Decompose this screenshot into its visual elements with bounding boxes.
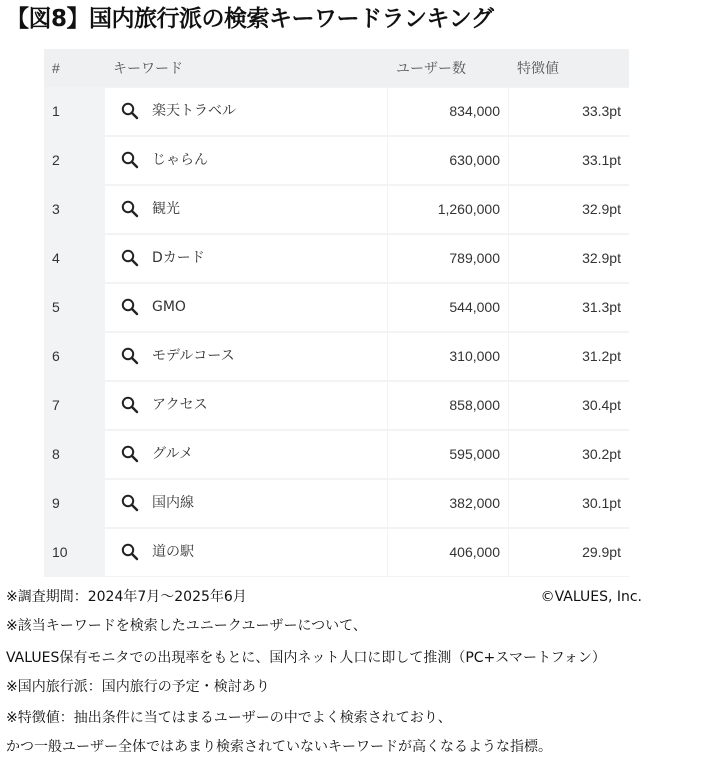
keyword-cell (105, 480, 387, 527)
score-value: 33.1pt (582, 152, 621, 168)
users-cell (388, 480, 508, 527)
users-value: 310,000 (449, 348, 500, 364)
score-cell (509, 186, 629, 233)
note-unique-users: ※該当キーワードを検索したユニークユーザーについて、 (6, 618, 367, 634)
search-icon (120, 150, 140, 170)
search-icon (120, 444, 140, 464)
users-value: 630,000 (449, 152, 500, 168)
users-cell (388, 333, 508, 380)
users-cell (388, 137, 508, 184)
keyword-cell (105, 137, 387, 184)
score-cell (509, 431, 629, 478)
note-domestic-travel: ※国内旅行派：国内旅行の予定・検討あり (6, 679, 270, 695)
table-row (44, 87, 629, 136)
table-row (44, 332, 629, 381)
keyword-cell (105, 333, 387, 380)
users-value: 789,000 (449, 250, 500, 266)
copyright: ©VALUES, Inc. (540, 589, 642, 605)
users-value: 1,260,000 (437, 201, 500, 217)
score-value: 30.1pt (582, 495, 621, 511)
rank-number: 3 (52, 201, 60, 217)
rank-number: 6 (52, 348, 60, 364)
score-value: 31.3pt (582, 299, 621, 315)
keyword-text: アクセス (152, 397, 208, 413)
score-cell (509, 235, 629, 282)
score-cell (509, 333, 629, 380)
users-cell (388, 284, 508, 331)
rank-number: 2 (52, 152, 60, 168)
users-value: 406,000 (449, 544, 500, 560)
score-cell (509, 284, 629, 331)
keyword-cell (105, 382, 387, 429)
rank-number: 5 (52, 299, 60, 315)
users-cell (388, 186, 508, 233)
note-estimation: VALUES保有モニタでの出現率をもとに、国内ネット人口に即して推測（PC+スマートフォン） (6, 650, 606, 666)
keyword-cell (105, 88, 387, 135)
score-value: 30.4pt (582, 397, 621, 413)
keyword-text: グルメ (152, 446, 194, 462)
score-value: 32.9pt (582, 250, 621, 266)
search-icon (120, 493, 140, 513)
keyword-text: 観光 (152, 201, 180, 217)
search-icon (120, 346, 140, 366)
rank-number: 4 (52, 250, 60, 266)
score-cell (509, 88, 629, 135)
users-value: 382,000 (449, 495, 500, 511)
search-icon (120, 199, 140, 219)
search-icon (120, 542, 140, 562)
users-value: 834,000 (449, 103, 500, 119)
keyword-cell (105, 284, 387, 331)
keyword-text: 国内線 (152, 495, 194, 511)
table-row (44, 381, 629, 430)
score-cell (509, 382, 629, 429)
keyword-cell (105, 529, 387, 576)
table-row (44, 430, 629, 479)
search-icon (120, 297, 140, 317)
table-row (44, 479, 629, 528)
users-value: 858,000 (449, 397, 500, 413)
keyword-cell (105, 235, 387, 282)
keyword-text: GMO (152, 299, 186, 315)
keyword-text: 楽天トラベル (152, 103, 236, 119)
table-row (44, 185, 629, 234)
users-cell (388, 235, 508, 282)
column-header-keyword: キーワード (113, 60, 183, 76)
keyword-cell (105, 431, 387, 478)
score-value: 31.2pt (582, 348, 621, 364)
rank-number: 1 (52, 103, 60, 119)
score-cell (509, 480, 629, 527)
keyword-text: じゃらん (152, 152, 208, 168)
rank-number: 7 (52, 397, 60, 413)
rank-number: 8 (52, 446, 60, 462)
note-score-definition: ※特徴値：抽出条件に当てはまるユーザーの中でよく検索されており、 (6, 710, 452, 726)
note-score-definition-cont: かつ一般ユーザー全体ではあまり検索されていないキーワードが高くなるような指標。 (6, 739, 552, 755)
keyword-text: Dカード (152, 250, 205, 266)
column-header-score: 特徴値 (517, 60, 559, 76)
column-header-rank: # (52, 60, 60, 76)
users-cell (388, 88, 508, 135)
keyword-text: 道の駅 (152, 544, 194, 560)
score-value: 33.3pt (582, 103, 621, 119)
users-cell (388, 431, 508, 478)
search-icon (120, 101, 140, 121)
score-value: 29.9pt (582, 544, 621, 560)
users-value: 595,000 (449, 446, 500, 462)
keyword-text: モデルコース (152, 348, 235, 364)
page-title: 【図8】国内旅行派の検索キーワードランキング (6, 6, 494, 32)
users-cell (388, 382, 508, 429)
score-cell (509, 137, 629, 184)
column-header-users: ユーザー数 (396, 60, 466, 76)
users-value: 544,000 (449, 299, 500, 315)
table-row (44, 136, 629, 185)
score-cell (509, 529, 629, 576)
table-header (44, 49, 629, 87)
table-row (44, 283, 629, 332)
search-icon (120, 248, 140, 268)
rank-number: 10 (52, 544, 68, 560)
table-row (44, 234, 629, 283)
score-value: 32.9pt (582, 201, 621, 217)
table-row (44, 528, 629, 577)
keyword-cell (105, 186, 387, 233)
note-period: ※調査期間：2024年7月～2025年6月 (6, 589, 247, 605)
ranking-table (44, 49, 629, 577)
search-icon (120, 395, 140, 415)
score-value: 30.2pt (582, 446, 621, 462)
users-cell (388, 529, 508, 576)
rank-number: 9 (52, 495, 60, 511)
